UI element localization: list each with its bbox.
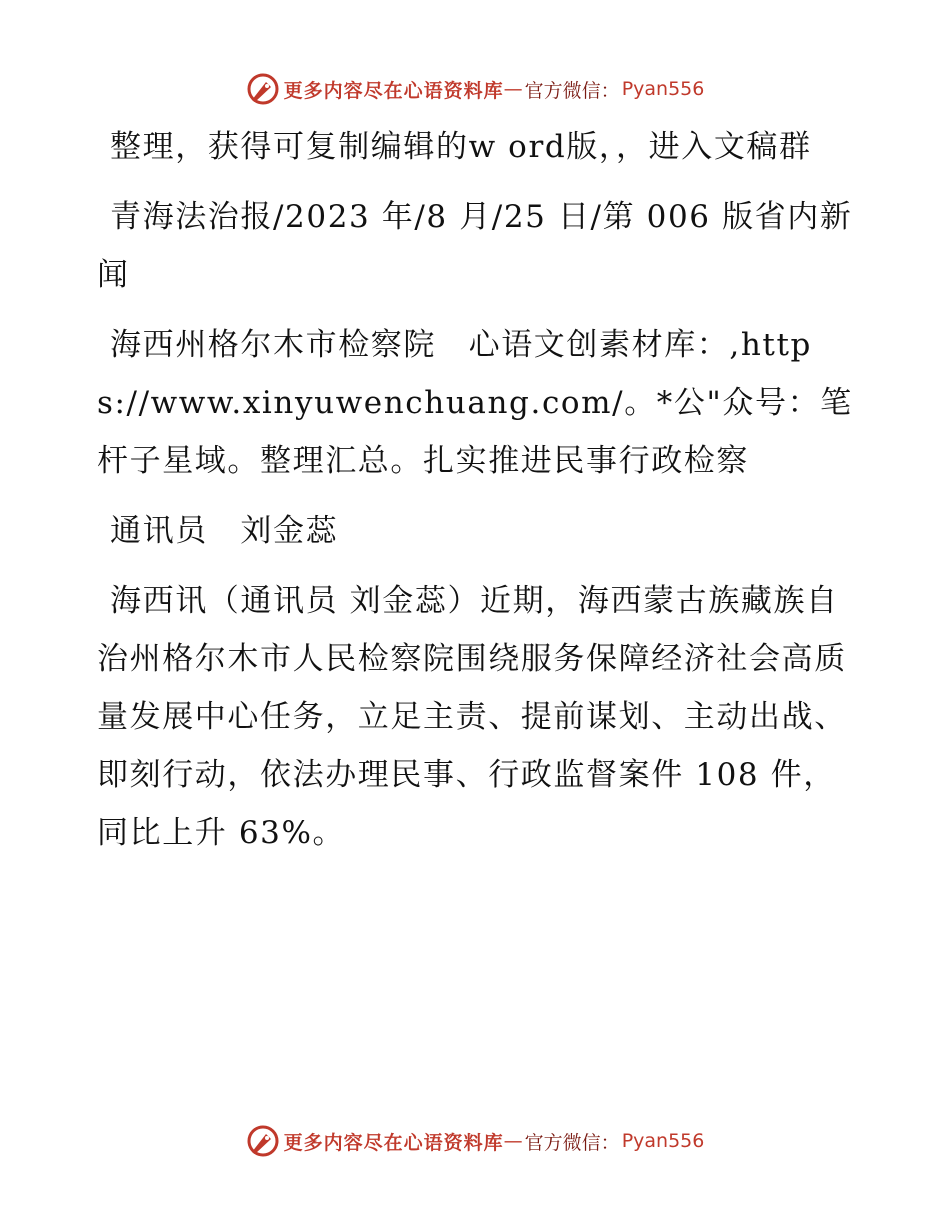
- site-text: 更多内容尽在心语资料库: [283, 1131, 504, 1154]
- banner-separator: —: [503, 1130, 523, 1152]
- wechat-label: 官方微信：: [524, 79, 620, 102]
- footer-watermark-banner: [0, 1124, 950, 1158]
- paragraph-source: 青海法治报/2023 年/8 月/25 日/第 006 版省内新闻: [97, 199, 853, 293]
- paragraph-body: 海西讯（通讯员 刘金蕊）近期，海西蒙古族藏族自治州格尔木市人民检察院围绕服务保障经济社会高质量发展中心任务，立足主责、提前谋划、主动出战、即刻行动，依法办理民事、行政监督案件 108 件，同比上升 63%。: [97, 583, 847, 851]
- paragraph-intro: 整理，获得可复制编辑的w ord版，，进入文稿群: [110, 129, 812, 165]
- pen-nib-circle-icon: [246, 1124, 280, 1158]
- site-text: 更多内容尽在心语资料库: [283, 79, 504, 102]
- wechat-id: Pyan556: [621, 1130, 705, 1152]
- paragraph-title: 海西州格尔木市检察院 心语文创素材库：,https://www.xinyuwenchuang.com/。*公"众号：笔杆子星域。整理汇总。扎实推进民事行政检察: [97, 327, 853, 479]
- wechat-label: 官方微信：: [524, 1131, 620, 1154]
- wechat-id: Pyan556: [621, 78, 705, 100]
- document-body: [97, 118, 857, 874]
- banner-separator: —: [503, 78, 523, 100]
- header-watermark-banner: [0, 72, 950, 106]
- pen-nib-circle-icon: [246, 72, 280, 106]
- paragraph-author: 通讯员 刘金蕊: [110, 513, 339, 549]
